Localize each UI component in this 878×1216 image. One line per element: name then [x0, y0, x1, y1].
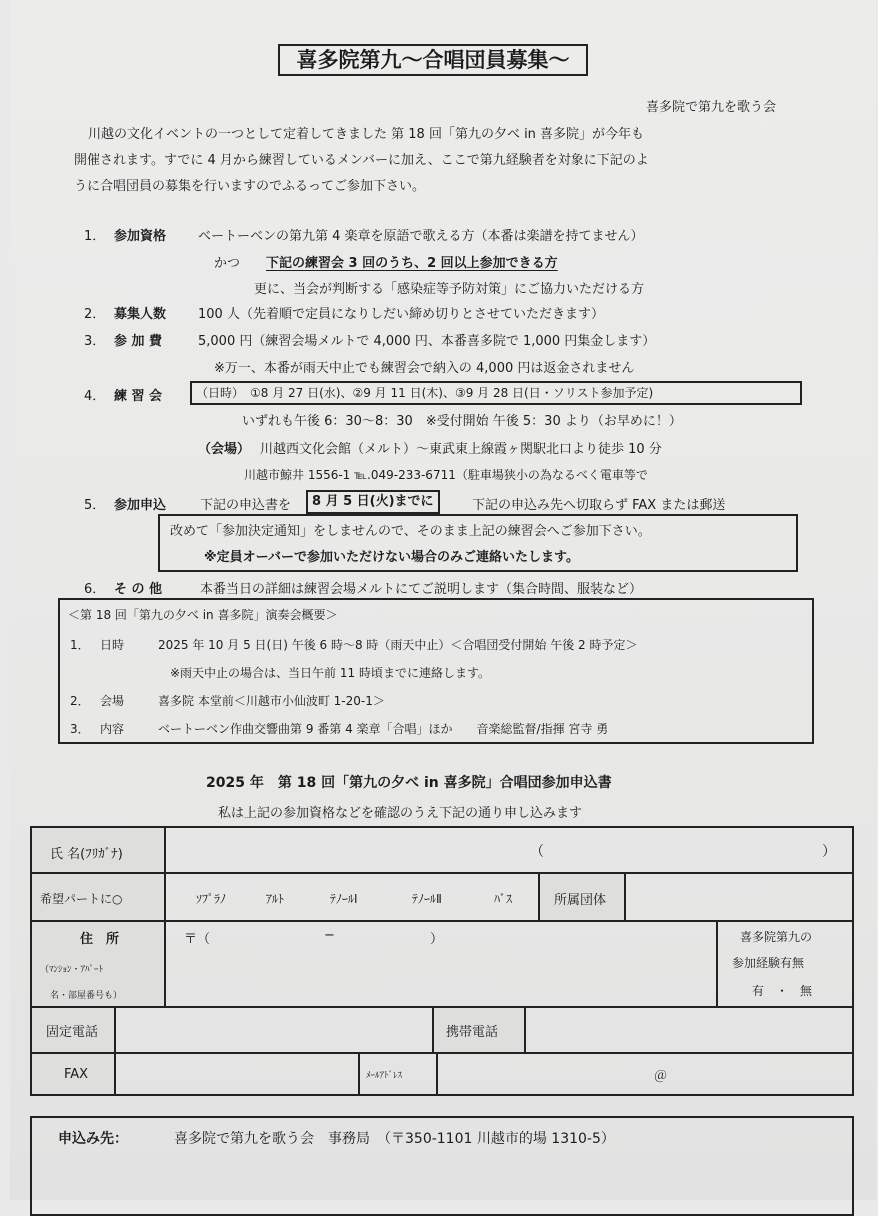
furigana-paren-close: ） [822, 844, 836, 860]
overview-item-label: 日時 [100, 638, 125, 652]
practice-dates-box: （日時） ①8 月 27 日(水)、②9 月 11 日(木)、③9 月 28 日(日・ソリスト参加予定) [190, 381, 802, 405]
section-2-label: 募集人数 [114, 307, 167, 322]
address-note-1: （ﾏﾝｼｮﾝ・ｱﾊﾟｰﾄ [40, 965, 104, 975]
postal-prefix: 〒（ [184, 932, 211, 947]
apply-deadline: 8 月 5 日(火)までに [306, 490, 440, 514]
section-1-line-3: 更に、当会が判断する「感染症等予防対策」にご協力いただける方 [254, 282, 645, 297]
form-rule [716, 920, 718, 1006]
apply-line-3: ※定員オーバーで参加いただけない場合のみご連絡いたします。 [204, 550, 579, 565]
section-3-number: 3． [84, 334, 106, 349]
overview-item-num: 1． [70, 638, 90, 652]
form-rule [524, 1006, 526, 1054]
part-option-tenor-1[interactable]: ﾃﾉｰﾙⅠ [330, 892, 358, 906]
section-2-text: 100 人（先着順で定員になりしだい締め切りとさせていただきます） [198, 307, 604, 322]
section-4-label: 練 習 会 [114, 389, 163, 404]
overview-item-num: 2． [70, 694, 90, 708]
part-option-bass[interactable]: ﾊﾞｽ [494, 892, 513, 906]
overview-item-text: ベートーベン作曲交響曲第 9 番第 4 楽章「合唱」ほか 音楽総監督/指揮 宮寺 勇 [158, 722, 609, 736]
section-5-number: 5． [84, 498, 106, 513]
organizer-name: 喜多院で第九を歌う会 [646, 100, 777, 115]
experience-label-1: 喜多院第九の [740, 930, 813, 944]
practice-time: いずれも午後 6：30〜8：30 ※受付開始 午後 5：30 より（お早めに！） [242, 414, 682, 429]
experience-label-2: 参加経験有無 [732, 956, 805, 970]
section-1-line-2: 下記の練習会 3 回のうち、2 回以上参加できる方 [266, 256, 558, 271]
phone-label: 固定電話 [46, 1025, 99, 1040]
part-label: 希望パートに○ [40, 892, 123, 906]
footer-address: 喜多院で第九を歌う会 事務局 （〒350-1101 川越市的場 1310-5） [174, 1131, 615, 1147]
section-6-text: 本番当日の詳細は練習会場メルトにてご説明します（集合時間、服装など） [200, 582, 643, 597]
form-rule [436, 1052, 438, 1096]
form-rule [30, 1006, 854, 1008]
section-5-label: 参加申込 [114, 498, 167, 513]
form-rule [30, 1052, 854, 1054]
footer-label: 申込み先： [58, 1131, 128, 1147]
form-subtitle: 私は上記の参加資格などを確認のうえ下記の通り申し込みます [218, 806, 583, 821]
section-1-number: 1． [84, 229, 106, 244]
overview-item-label: 会場 [100, 694, 125, 708]
overview-item-text: 喜多院 本堂前＜川越市小仙波町 1-20-1＞ [158, 694, 385, 708]
part-option-alto[interactable]: ｱﾙﾄ [266, 892, 285, 906]
postal-dash: − [324, 928, 335, 943]
furigana-paren-open: （ [530, 844, 544, 860]
form-rule [538, 872, 540, 920]
email-label: ﾒｰﾙｱﾄﾞﾚｽ [366, 1071, 403, 1081]
page-title: 喜多院第九〜合唱団員募集〜 [278, 44, 588, 76]
fax-input[interactable] [118, 1056, 356, 1094]
section-6-label: そ の 他 [114, 582, 163, 597]
practice-venue-label: （会場） [198, 442, 251, 457]
section-4-number: 4． [84, 389, 106, 404]
experience-options[interactable]: 有 ・ 無 [752, 984, 813, 998]
apply-line-2: 改めて「参加決定通知」をしませんので、そのまま上記の練習会へご参加下さい。 [170, 524, 651, 539]
section-3-label: 参 加 費 [114, 334, 163, 349]
part-option-tenor-2[interactable]: ﾃﾉｰﾙⅡ [412, 892, 442, 906]
flyer-sheet [10, 0, 876, 1200]
furigana-input[interactable] [550, 830, 816, 870]
form-rule [432, 1006, 434, 1054]
form-title: 2025 年 第 18 回「第九の夕べ in 喜多院」合唱団参加申込書 [206, 775, 612, 791]
form-rule [114, 1006, 116, 1096]
name-input[interactable] [168, 830, 536, 870]
part-option-soprano[interactable]: ｿﾌﾟﾗﾉ [196, 892, 227, 906]
overview-heading: ＜第 18 回「第九の夕べ in 喜多院」演奏会概要＞ [68, 608, 338, 622]
intro-line-3: うに合唱団員の募集を行いますのでふるってご参加下さい。 [74, 179, 426, 194]
overview-item-text: ※雨天中止の場合は、当日午前 11 時頃までに連絡します。 [170, 666, 490, 680]
overview-item-text: 2025 年 10 月 5 日(日) 午後 6 時〜8 時（雨天中止）＜合唱団受付開始 午後 2 時予定＞ [158, 638, 638, 652]
form-rule [30, 920, 854, 922]
form-rule [624, 872, 626, 920]
section-6-number: 6． [84, 582, 106, 597]
postal-close: ） [430, 932, 444, 947]
intro-line-2: 開催されます。すでに 4 月から練習しているメンバーに加え、ここで第九経験者を対象に下記のよ [74, 153, 649, 168]
section-1-label: 参加資格 [114, 229, 167, 244]
mobile-label: 携帯電話 [446, 1025, 499, 1040]
email-input[interactable] [440, 1056, 850, 1094]
address-input[interactable] [168, 924, 714, 1004]
group-label: 所属団体 [554, 893, 607, 908]
section-2-number: 2． [84, 307, 106, 322]
email-at: ＠ [654, 1069, 668, 1084]
practice-address: 川越市鯨井 1556-1 ℡.049-233-6711（駐車場狭小の為なるべく電車等で [244, 468, 648, 482]
fax-label: FAX [64, 1067, 89, 1082]
apply-prefix: 下記の申込書を [200, 498, 292, 513]
section-1-line-1: ベートーベンの第九第 4 楽章を原語で歌える方（本番は楽譜を持てません） [198, 229, 644, 244]
practice-venue: 川越西文化会館（メルト）〜東武東上線霞ヶ関駅北口より徒歩 10 分 [260, 442, 662, 457]
mobile-input[interactable] [528, 1010, 850, 1050]
form-rule [30, 872, 854, 874]
phone-input[interactable] [118, 1010, 430, 1050]
form-rule [164, 826, 166, 1006]
section-3-note: ※万一、本番が雨天中止でも練習会で納入の 4,000 円は返金されません [214, 361, 635, 376]
name-label: 氏 名(ﾌﾘｶﾞﾅ) [50, 847, 123, 862]
intro-line-1: 川越の文化イベントの一つとして定着してきました 第 18 回「第九の夕べ in 喜多院」が今年も [88, 127, 645, 142]
form-rule [358, 1052, 360, 1096]
address-note-2: 名・部屋番号も） [50, 991, 123, 1001]
section-1-and: かつ [214, 256, 241, 271]
apply-suffix: 下記の申込み先へ切取らず FAX または郵送 [472, 498, 726, 513]
overview-item-label: 内容 [100, 722, 125, 736]
group-input[interactable] [628, 876, 850, 918]
address-label: 住 所 [80, 932, 120, 947]
section-3-text: 5,000 円（練習会場メルトで 4,000 円、本番喜多院で 1,000 円集金します） [198, 334, 656, 349]
overview-item-num: 3． [70, 722, 90, 736]
